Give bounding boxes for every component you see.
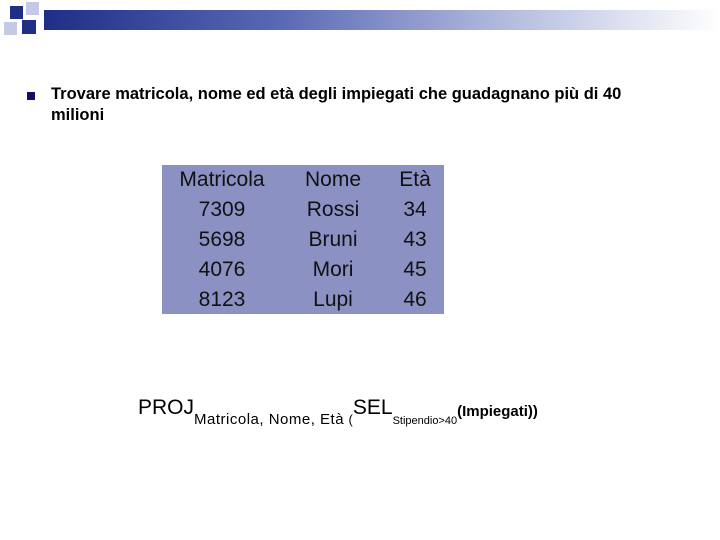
result-table <box>162 165 444 314</box>
header-square-light-2 <box>4 22 17 35</box>
header-eta: Età <box>399 168 431 191</box>
cell-eta-2: 43 <box>403 228 427 251</box>
cell-matricola-1: 7309 <box>198 198 246 221</box>
header-nome: Nome <box>304 168 362 191</box>
cell-nome-3: Mori <box>312 258 354 281</box>
cell-nome-2: Bruni <box>308 228 358 251</box>
header-matricola: Matricola <box>179 168 265 191</box>
header-square-dark-1 <box>10 6 23 19</box>
cell-matricola-2: 5698 <box>198 228 246 251</box>
expression-argument: (Impiegati)) <box>457 403 538 420</box>
proj-operator: PROJ <box>138 396 195 419</box>
open-paren: ( <box>348 412 353 427</box>
cell-matricola-4: 8123 <box>198 288 246 311</box>
proj-subscript: Matricola, Nome, Età <box>194 411 345 428</box>
bullet-text: Trovare matricola, nome ed età degli impiegati che guadagnano più di 40 milioni <box>51 85 622 124</box>
cell-eta-4: 46 <box>403 288 427 311</box>
column-matricola <box>162 165 282 315</box>
cell-eta-3: 45 <box>403 258 427 281</box>
bullet-square-icon <box>27 92 35 100</box>
column-eta <box>386 165 444 315</box>
header-square-light-1 <box>26 2 39 15</box>
sel-operator: SEL <box>352 396 393 419</box>
cell-eta-1: 34 <box>403 198 427 221</box>
cell-nome-1: Rossi <box>306 198 360 221</box>
header-gradient-bar <box>44 10 720 30</box>
cell-matricola-3: 4076 <box>198 258 246 281</box>
relational-algebra-expression <box>138 396 538 428</box>
cell-nome-4: Lupi <box>313 288 353 311</box>
column-nome <box>290 165 376 315</box>
header-square-dark-2 <box>22 20 36 34</box>
sel-subscript: Stipendio>40 <box>392 415 458 427</box>
